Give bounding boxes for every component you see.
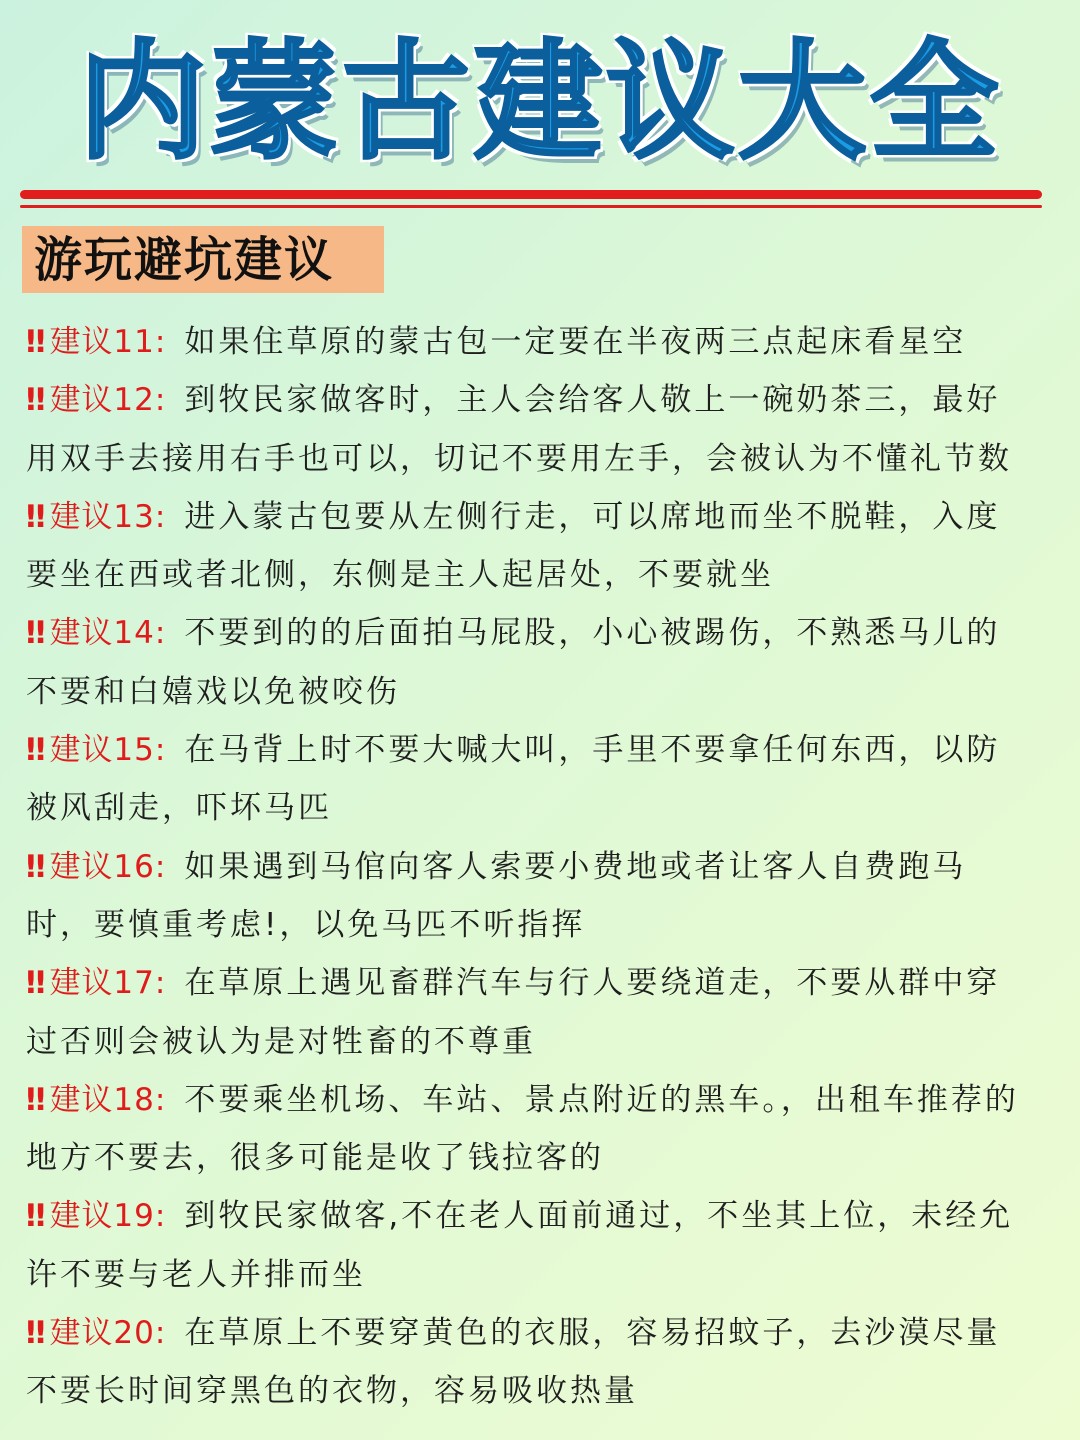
tip-colon: : [154, 848, 169, 885]
tip-item-14 [26, 604, 1026, 721]
tip-text: 进入蒙古包要从左侧行走，可以席地而坐不脱鞋，入度要坐在西或者北侧，东侧是主人起居处，不要就坐 [26, 498, 1001, 594]
double-exclamation-icon: ‼ [26, 324, 44, 360]
tip-colon: : [154, 615, 169, 652]
double-exclamation-icon: ‼ [26, 732, 44, 769]
tip-item-17 [26, 954, 1026, 1071]
tip-colon: : [154, 1081, 169, 1118]
double-exclamation-icon: ‼ [26, 1198, 44, 1235]
tip-colon: : [154, 498, 169, 535]
tip-label: 建议18 [49, 1081, 155, 1118]
tip-item-12 [26, 371, 1026, 488]
double-exclamation-icon: ‼ [26, 1081, 44, 1118]
tip-label: 建议14 [49, 615, 155, 652]
title-divider-thin [20, 205, 1042, 208]
tip-label: 建议15 [49, 732, 155, 769]
tip-label: 建议16 [49, 848, 155, 885]
double-exclamation-icon: ‼ [26, 848, 44, 885]
tip-label: 建议20 [49, 1315, 155, 1352]
tip-label: 建议12 [49, 382, 155, 419]
tip-text: 不要到的的后面拍马屁股，小心被踢伤，不熟悉马儿的不要和白嬉戏以免被咬伤 [26, 615, 1001, 710]
tip-text: 在马背上时不要大喊大叫，手里不要拿任何东西，以防被风刮走，吓坏马匹 [26, 732, 1001, 827]
double-exclamation-icon: ‼ [26, 965, 44, 1002]
tip-item-13 [26, 488, 1026, 605]
tip-colon: : [154, 965, 169, 1002]
tip-item-19 [26, 1187, 1026, 1304]
tips-list [26, 313, 1026, 1421]
double-exclamation-icon: ‼ [26, 615, 44, 652]
tip-item-16 [26, 838, 1026, 955]
tip-text: 在草原上不要穿黄色的衣服，容易招蚊子，去沙漠尽量不要长时间穿黑色的衣物，容易吸收热量 [26, 1315, 1001, 1410]
tip-text: 不要乘坐机场、车站、景点附近的黑车。，出租车推荐的地方不要去，很多可能是收了钱拉客的 [26, 1081, 1019, 1177]
tip-colon: : [154, 732, 169, 769]
page-title: 内蒙古建议大全 [77, 28, 1002, 177]
tip-item-18 [26, 1071, 1026, 1188]
tip-text: 到牧民家做客,不在老人面前通过，不坐其上位，未经允许不要与老人并排而坐 [26, 1198, 1014, 1293]
tip-text: 如果遇到马倌向客人索要小费地或者让客人自费跑马时，要慎重考虑!，以免马匹不听指挥 [26, 848, 967, 943]
tip-text: 如果住草原的蒙古包一定要在半夜两三点起床看星空 [184, 324, 967, 360]
tip-text: 到牧民家做客时，主人会给客人敬上一碗奶茶三，最好用双手去接用右手也可以，切记不要用左手，会被认为不懂礼节数 [26, 382, 1012, 477]
tip-colon: : [154, 324, 169, 360]
tip-item-11 [26, 313, 1026, 371]
double-exclamation-icon: ‼ [26, 1315, 44, 1352]
title-divider-thick [20, 190, 1042, 199]
tip-label: 建议17 [49, 965, 155, 1002]
tip-label: 建议11 [49, 324, 155, 360]
tip-text: 在草原上遇见畜群汽车与行人要绕道走，不要从群中穿过否则会被认为是对牲畜的不尊重 [26, 965, 1001, 1060]
tip-item-20 [26, 1304, 1026, 1421]
double-exclamation-icon: ‼ [26, 382, 44, 419]
tip-colon: : [154, 1315, 169, 1352]
tip-colon: : [154, 1198, 169, 1235]
tip-colon: : [154, 382, 169, 419]
tip-label: 建议19 [49, 1198, 155, 1235]
tip-label: 建议13 [49, 498, 155, 535]
tip-item-15 [26, 721, 1026, 838]
section-heading: 游玩避坑建议 [34, 232, 335, 288]
double-exclamation-icon: ‼ [26, 498, 44, 535]
